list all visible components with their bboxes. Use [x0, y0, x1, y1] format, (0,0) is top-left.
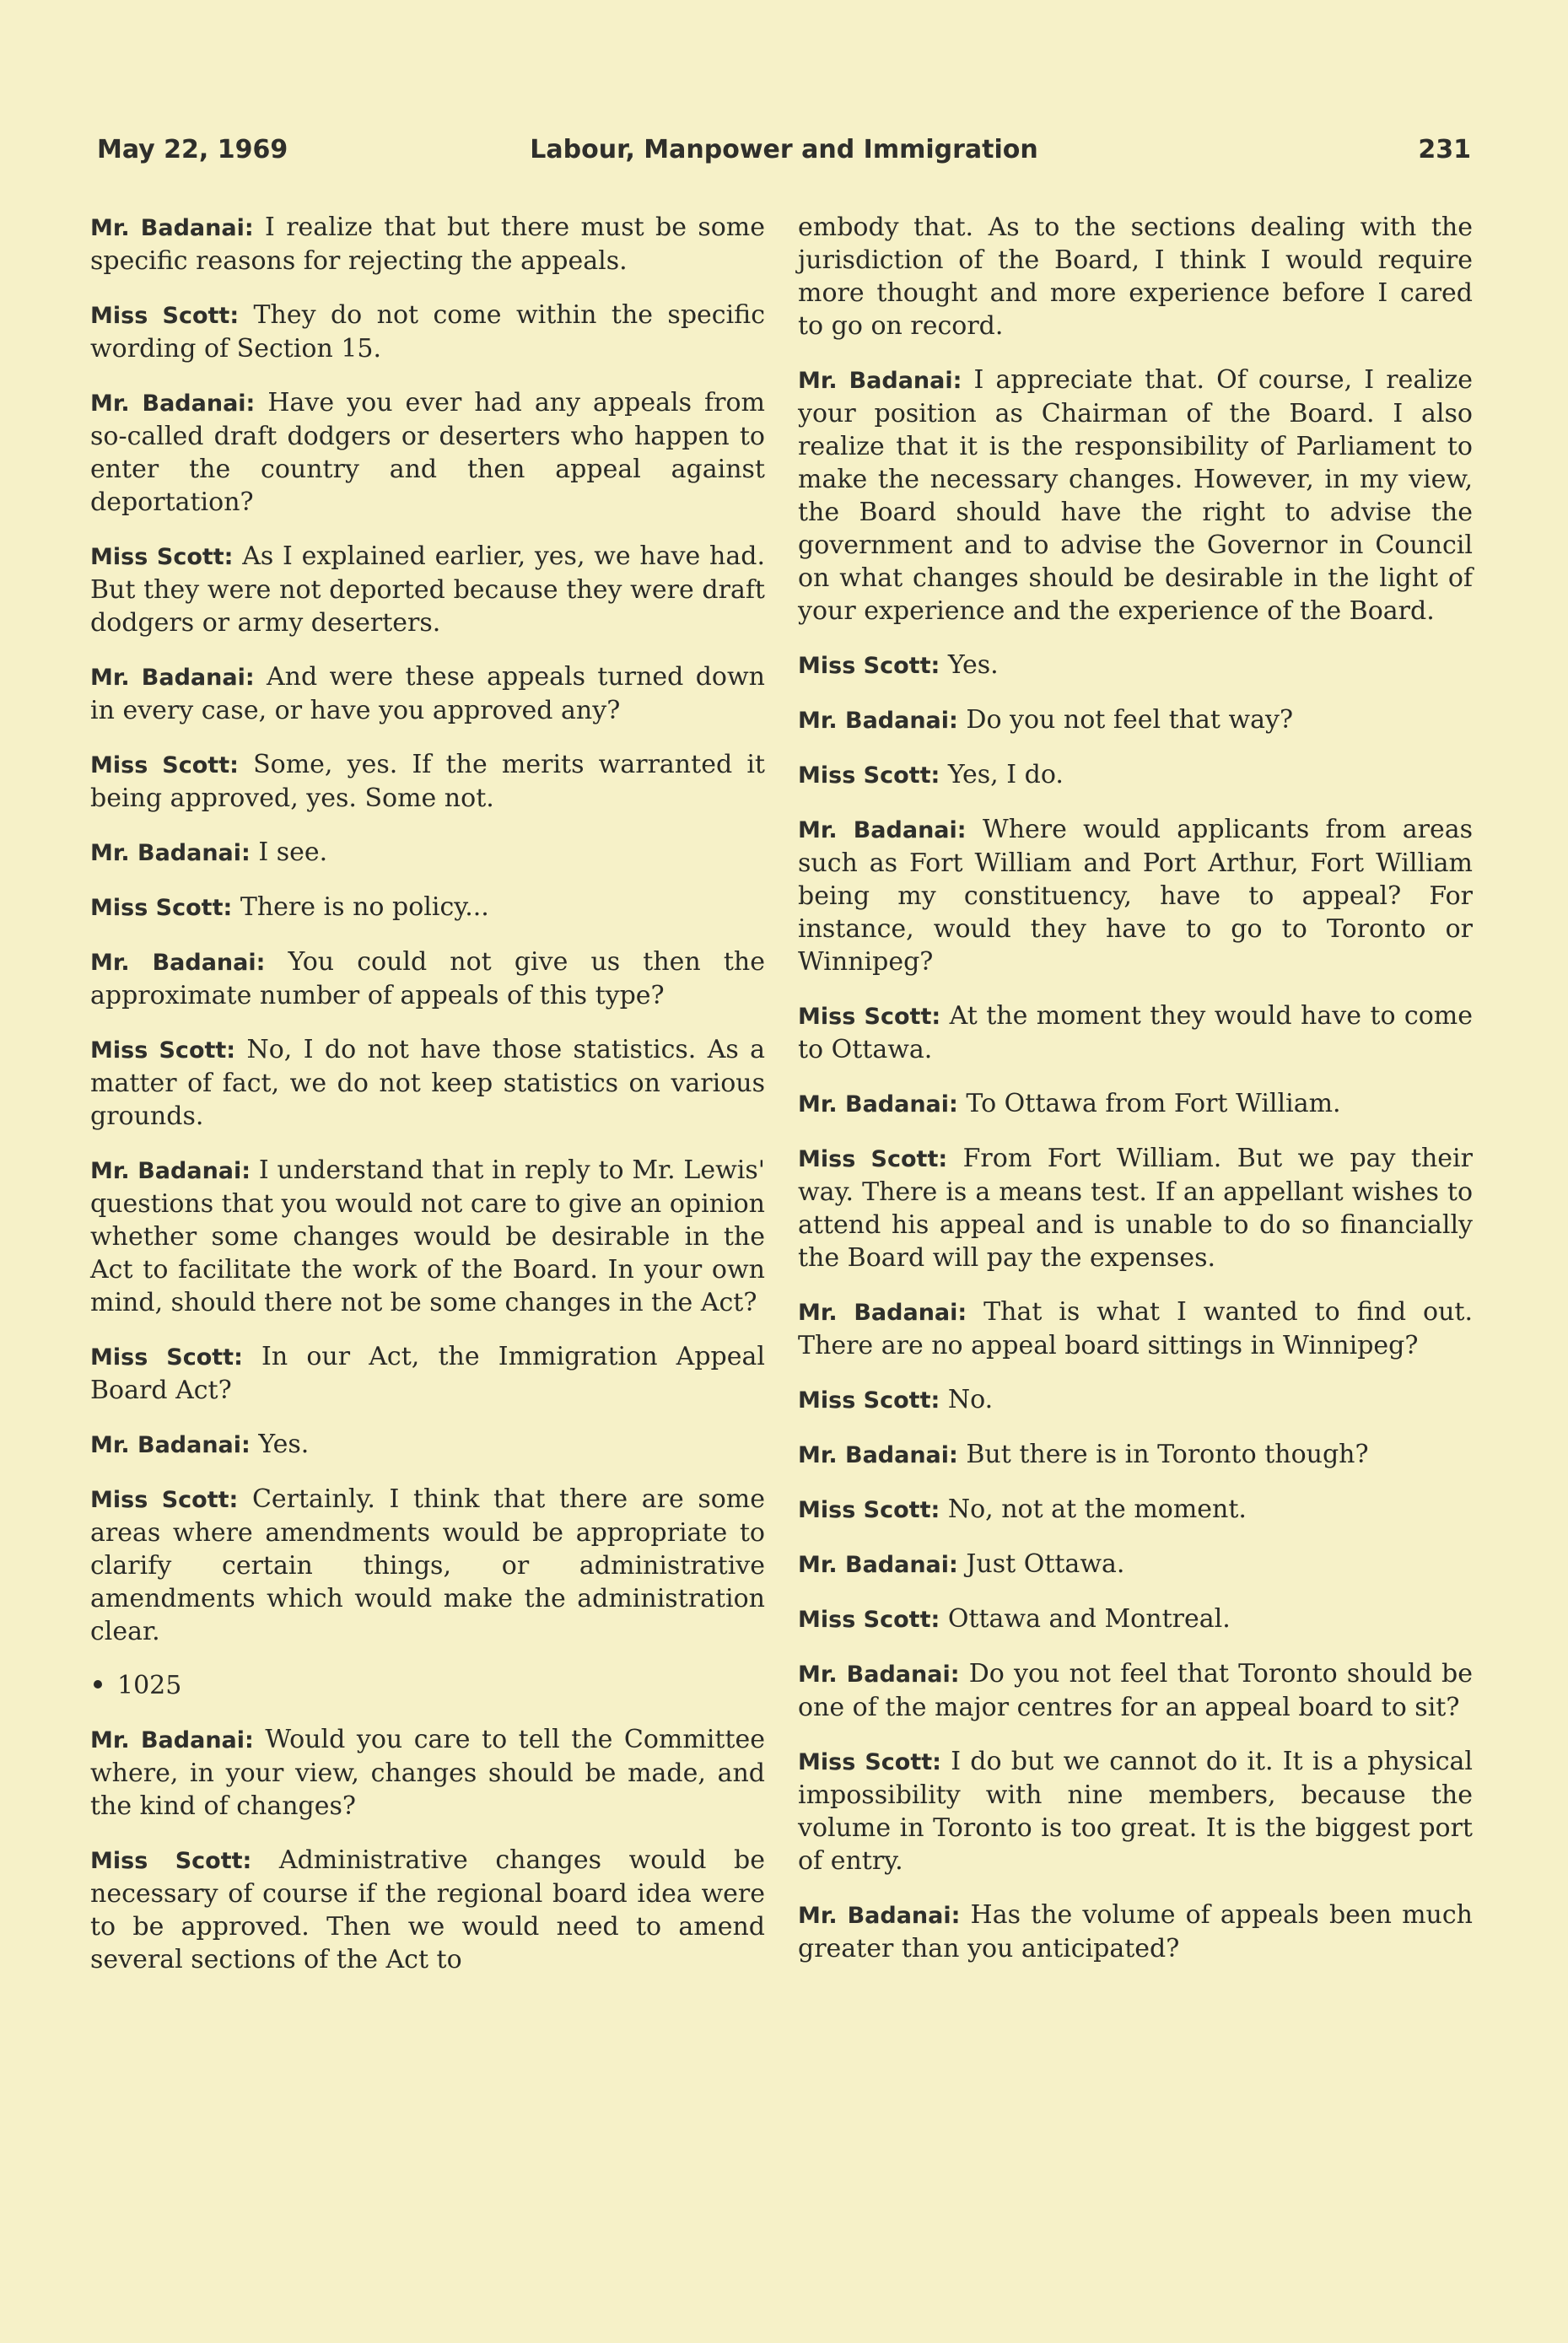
speaker-name: Miss Scott: [798, 1607, 940, 1633]
testimony-paragraph [798, 1899, 1473, 1965]
speaker-name: Mr. Badanai: [798, 708, 958, 734]
speaker-name: Miss Scott: [90, 1487, 239, 1513]
speech-text: As I explained earlier, yes, we have had. But they were not deported because they were draft dodgers or army deserters. [90, 541, 765, 638]
time-marker-text: 1025 [117, 1671, 182, 1700]
testimony-paragraph [798, 703, 1473, 737]
testimony-paragraph [90, 1483, 765, 1648]
testimony-paragraph [798, 1602, 1473, 1636]
testimony-paragraph [90, 1033, 765, 1133]
speaker-name: Miss Scott: [798, 762, 940, 789]
speech-text: No, not at the moment. [947, 1495, 1247, 1524]
speech-text: I understand that in reply to Mr. Lewis' questions that you would not care to give an opinion whether some changes would be desirable in the Act to facilitate the work of the Board. In your own mind, should there not be some changes in the Act? [90, 1155, 765, 1317]
testimony-paragraph [90, 945, 765, 1012]
speech-text: embody that. As to the sections dealing with the jurisdiction of the Board, I think I would require more thought and more experience before I cared to go on record. [798, 213, 1473, 341]
speaker-name: Mr. Badanai: [90, 950, 266, 976]
speech-text: Yes. [258, 1430, 310, 1459]
testimony-paragraph [798, 1548, 1473, 1581]
speech-text: Certainly. I think that there are some areas where amendments would be appropriate to clarify certain things, or administrative amendments which would make the administration clear. [90, 1484, 765, 1646]
bullet-icon [94, 1680, 102, 1689]
testimony-paragraph [798, 364, 1473, 627]
speech-text: And were these appeals turned down in every case, or have you approved any? [90, 662, 765, 725]
testimony-paragraph [90, 1428, 765, 1462]
speaker-name: Miss Scott: [798, 1497, 940, 1523]
testimony-paragraph [798, 1142, 1473, 1274]
testimony-paragraph [90, 299, 765, 365]
speech-text: I do but we cannot do it. It is a physical impossibility with nine members, because the volume in Toronto is too great. It is the biggest port of entry. [798, 1747, 1473, 1876]
testimony-paragraph [798, 758, 1473, 792]
speaker-name: Mr. Badanai: [798, 1552, 958, 1578]
testimony-paragraph [90, 891, 765, 924]
speech-text: From Fort William. But we pay their way. There is a means test. If an appellant wishes to attend his appeal and is unable to do so financially the Board will pay the expenses. [798, 1144, 1473, 1273]
speech-text: In our Act, the Immigration Appeal Board Act? [90, 1342, 765, 1405]
speaker-name: Miss Scott: [798, 1749, 941, 1775]
testimony-paragraph [798, 1745, 1473, 1877]
speaker-name: Mr. Badanai: [90, 215, 254, 241]
testimony-paragraph [90, 1340, 765, 1407]
speaker-name: Mr. Badanai: [798, 1662, 960, 1688]
speech-text: Some, yes. If the merits warranted it being approved, yes. Some not. [90, 750, 765, 813]
speech-text: Yes, I do. [947, 760, 1064, 789]
speaker-name: Mr. Badanai: [90, 665, 255, 691]
speech-text: At the moment they would have to come to Ottawa. [798, 1001, 1473, 1064]
speaker-name: Miss Scott: [90, 1848, 252, 1874]
speech-text: Where would applicants from areas such as Fort William and Port Arthur, Fort William being my constituency, have to appeal? For instance, would they have to go to Toronto or Winnipeg? [798, 815, 1473, 977]
speaker-name: Mr. Badanai: [798, 1300, 967, 1326]
speaker-name: Mr. Badanai: [798, 368, 962, 394]
speech-text: There is no policy... [240, 892, 489, 922]
speaker-name: Miss Scott: [90, 1037, 236, 1064]
testimony-paragraph [798, 1295, 1473, 1362]
testimony-paragraph [90, 660, 765, 727]
speech-text: That is what I wanted to find out. There are no appeal board sittings in Winnipeg? [798, 1297, 1473, 1360]
header-date: May 22, 1969 [97, 135, 288, 164]
speaker-name: Miss Scott: [798, 1004, 941, 1030]
testimony-paragraph [798, 1438, 1473, 1472]
speaker-name: Miss Scott: [90, 1344, 243, 1371]
speech-text: I see. [258, 838, 328, 867]
speech-text: Ottawa and Montreal. [947, 1604, 1231, 1634]
testimony-paragraph [90, 1154, 765, 1319]
testimony-paragraph [798, 649, 1473, 682]
speaker-name: Miss Scott: [90, 544, 234, 570]
testimony-paragraph [798, 1657, 1473, 1724]
speech-text: Do you not feel that way? [966, 705, 1294, 735]
speech-text: Do you not feel that Toronto should be one of the major centres for an appeal board to sit? [798, 1659, 1473, 1722]
speaker-name: Mr. Badanai: [90, 1432, 251, 1458]
speaker-name: Miss Scott: [798, 1146, 948, 1172]
speech-text: No, I do not have those statistics. As a matter of fact, we do not keep statistics on various grounds. [90, 1035, 765, 1131]
speech-text: You could not give us then the approximate number of appeals of this type? [90, 947, 765, 1010]
speech-text: Would you care to tell the Committee where, in your view, changes should be made, and the kind of changes? [90, 1725, 765, 1821]
speech-text: Has the volume of appeals been much greater than you anticipated? [798, 1900, 1473, 1963]
testimony-paragraph [798, 813, 1473, 978]
page-number: 231 [1418, 135, 1471, 164]
time-marker [90, 1669, 765, 1702]
testimony-paragraph [798, 1383, 1473, 1417]
speaker-name: Mr. Badanai: [90, 1158, 251, 1184]
testimony-paragraph [798, 211, 1473, 342]
speaker-name: Mr. Badanai: [90, 840, 251, 866]
speaker-name: Miss Scott: [90, 303, 240, 329]
speech-text: I realize that but there must be some specific reasons for rejecting the appeals. [90, 213, 765, 276]
testimony-paragraph [90, 211, 765, 277]
speech-text: To Ottawa from Fort William. [966, 1089, 1341, 1118]
testimony-paragraph [90, 748, 765, 815]
testimony-paragraph [90, 1723, 765, 1823]
header-title: Labour, Manpower and Immigration [530, 135, 1038, 164]
speaker-name: Miss Scott: [90, 752, 239, 778]
testimony-paragraph [798, 1087, 1473, 1121]
speaker-name: Mr. Badanai: [798, 1442, 958, 1468]
testimony-paragraph [798, 1493, 1473, 1527]
testimony-paragraph [90, 1844, 765, 1976]
speaker-name: Mr. Badanai: [90, 1727, 254, 1753]
speaker-name: Miss Scott: [798, 653, 940, 679]
testimony-paragraph [90, 540, 765, 639]
testimony-paragraph [90, 386, 765, 519]
speech-text: But there is in Toronto though? [966, 1440, 1369, 1469]
speech-text: They do not come within the specific wording of Section 15. [90, 300, 765, 364]
right-column [798, 211, 1473, 1986]
speech-text: Have you ever had any appeals from so-called draft dodgers or deserters who happen to enter the country and then appeal against deportation? [90, 388, 765, 517]
speaker-name: Mr. Badanai: [798, 1091, 958, 1118]
speech-text: Just Ottawa. [966, 1549, 1125, 1579]
speech-text: Yes. [947, 650, 999, 680]
speech-text: Administrative changes would be necessary of course if the regional board idea were to be approved. Then we would need to amend several sections of the Act to [90, 1845, 765, 1974]
testimony-paragraph [90, 836, 765, 870]
page-header [97, 135, 1471, 177]
speaker-name: Miss Scott: [90, 895, 233, 921]
speaker-name: Mr. Badanai: [798, 817, 967, 843]
speech-text: I appreciate that. Of course, I realize your position as Chairman of the Board. I also realize that it is the responsibility of Parliament to make the necessary changes. However, in my view, the Board should have the right to advise the government and to advise the Governor in Council on what changes should be desirable in the light of your experience and the experience of the Board. [798, 365, 1473, 626]
speaker-name: Miss Scott: [798, 1387, 940, 1414]
testimony-paragraph [798, 999, 1473, 1066]
speech-text: No. [947, 1385, 994, 1414]
speaker-name: Mr. Badanai: [798, 1903, 961, 1929]
left-column [90, 211, 765, 1997]
speaker-name: Mr. Badanai: [90, 390, 256, 417]
